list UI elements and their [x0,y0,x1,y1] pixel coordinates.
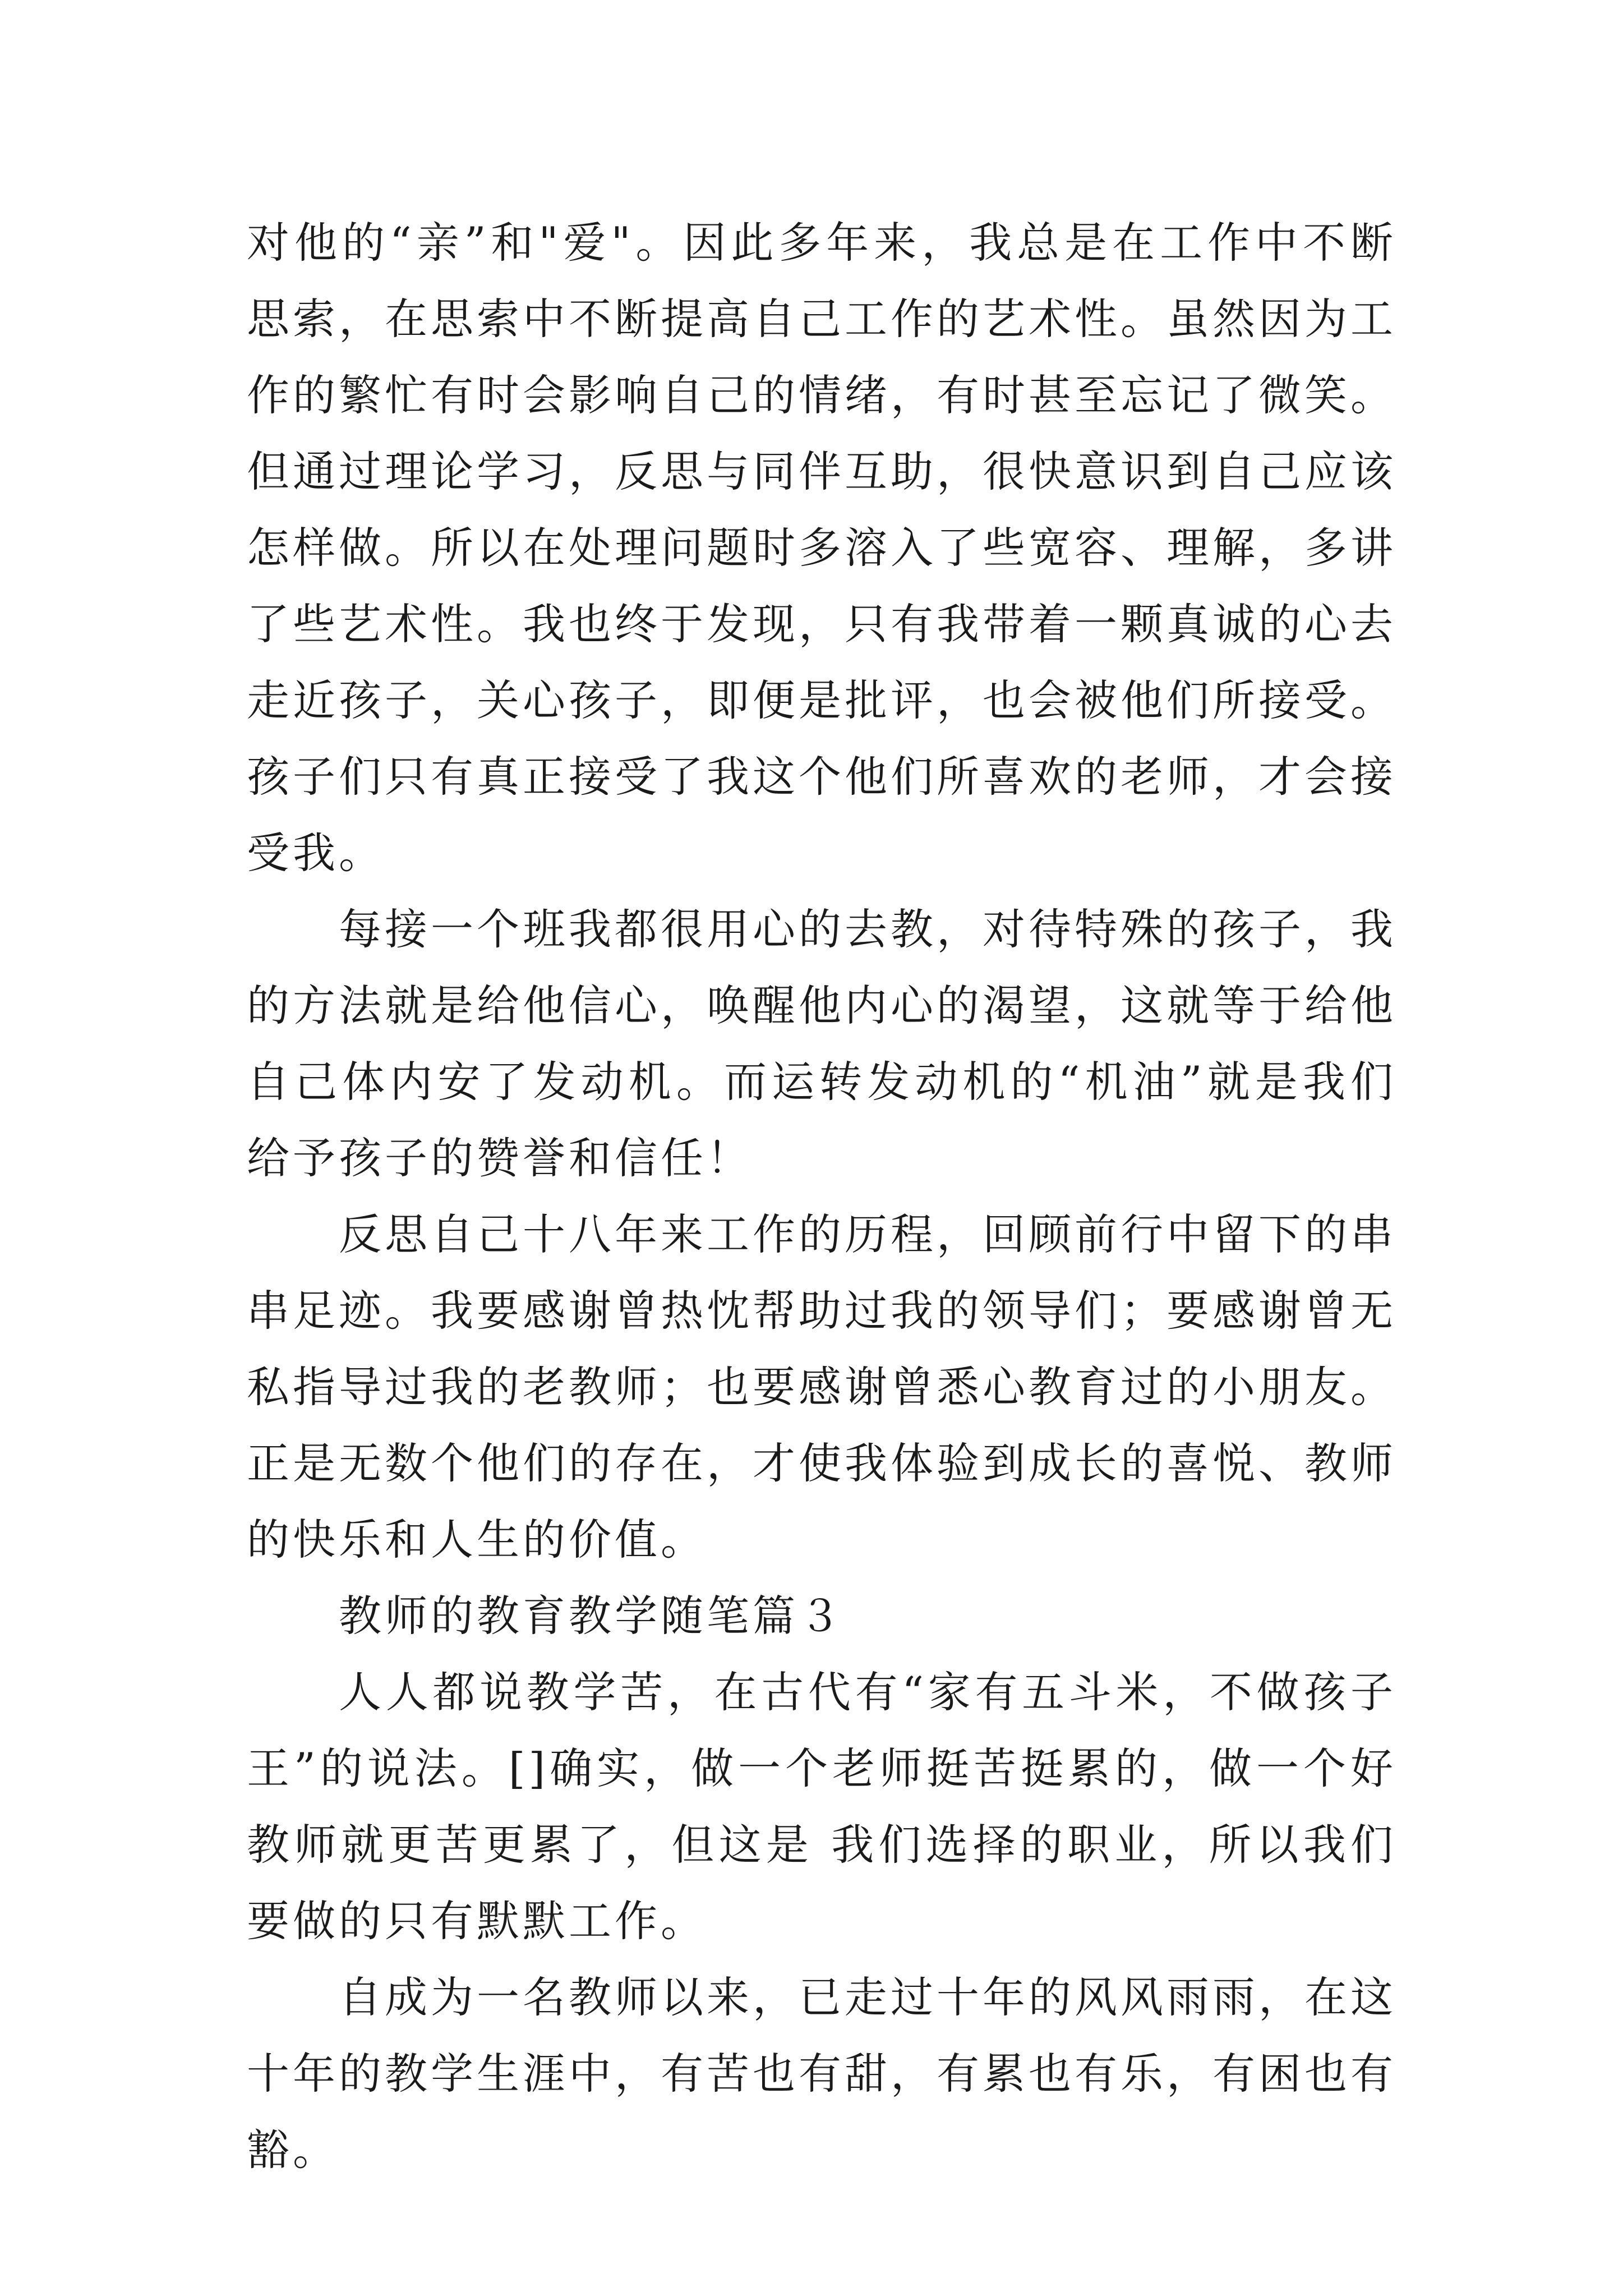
section-paragraph-2: 自成为一名教师以来，已走过十年的风风雨雨，在这十年的教学生涯中，有苦也有甜，有累也有乐，有困也有豁。 [247,1972,1396,2175]
paragraph-3: 反思自己十八年来工作的历程，回顾前行中留下的串串足迹。我要感谢曾热忱帮助过我的领导们；要感谢曾无私指导过我的老教师；也要感谢曾悉心教育过的小朋友。正是无数个他们的存在，才使我体验到成长的喜悦、教师的快乐和人生的价值。 [247,1209,1396,1565]
paragraph-2: 每接一个班我都很用心的去教，对待特殊的孩子，我的方法就是给他信心，唤醒他内心的渴望，这就等于给他自己体内安了发动机。而运转发动机的“机油”就是我们给予孩子的赞誉和信任！ [247,904,1396,1183]
paragraph-1: 对他的“亲”和"爱"。因此多年来，我总是在工作中不断思索，在思索中不断提高自己工作的艺术性。虽然因为工作的繁忙有时会影响自己的情绪，有时甚至忘记了微笑。但通过理论学习，反思与同伴互助，很快意识到自己应该怎样做。所以在处理问题时多溶入了些宽容、理解，多讲了些艺术性。我也终于发现，只有我带着一颗真诚的心去走近孩子，关心孩子，即便是批评，也会被他们所接受。孩子们只有真正接受了我这个他们所喜欢的老师，才会接受我。 [247,218,1396,878]
section-heading: 教师的教育教学随笔篇３ [339,1591,845,1641]
section-paragraph-1: 人人都说教学苦，在古代有“家有五斗米，不做孩子王”的说法。[]确实，做一个老师挺苦挺累的，做一个好教师就更苦更累了，但这是 我们选择的职业，所以我们要做的只有默默工作。 [247,1667,1396,1946]
document-body [247,205,1396,2188]
